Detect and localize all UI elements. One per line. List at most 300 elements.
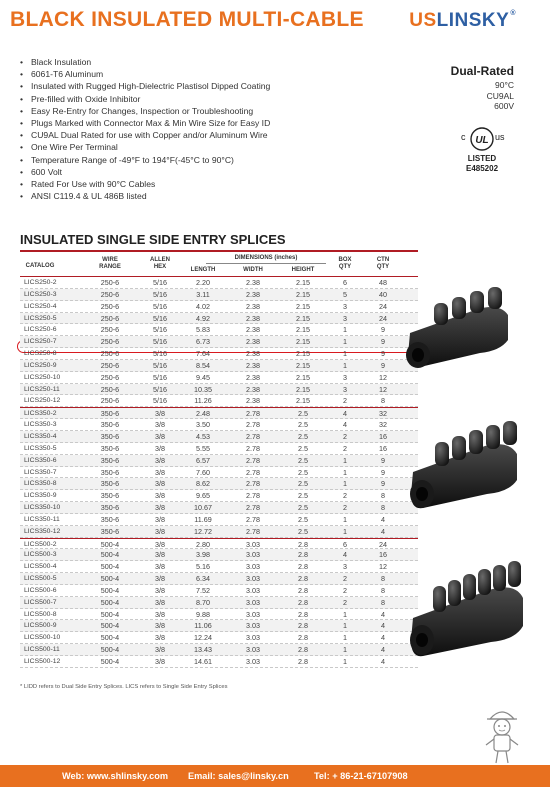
header-height: HEIGHT — [291, 267, 315, 273]
cell-width: 2.78 — [246, 455, 260, 465]
cell-catalog: LICS500-2 — [24, 540, 57, 548]
cell-box-qty: 1 — [343, 645, 347, 655]
cell-allen-hex: 3/8 — [155, 420, 165, 430]
table-row — [20, 585, 418, 597]
cell-catalog: LICS350-9 — [24, 492, 57, 500]
cell-ctn-qty: 9 — [381, 455, 385, 465]
cell-height: 2.15 — [296, 372, 310, 382]
table-row — [20, 443, 418, 455]
feature-item: • 6061-T6 Aluminum — [20, 68, 270, 80]
table-row — [20, 597, 418, 609]
cell-height: 2.8 — [298, 585, 308, 595]
cell-ctn-qty: 9 — [381, 349, 385, 359]
cell-length: 4.92 — [196, 313, 210, 323]
cell-box-qty: 6 — [343, 539, 347, 549]
cell-width: 3.03 — [246, 574, 260, 584]
cell-ctn-qty: 16 — [379, 550, 387, 560]
cell-wire-range: 250-6 — [100, 372, 120, 382]
cell-box-qty: 2 — [343, 431, 347, 441]
cell-height: 2.8 — [298, 574, 308, 584]
ul-c-label: c — [461, 132, 466, 142]
cell-width: 2.78 — [246, 467, 260, 477]
header-wire-range: WIRE RANGE — [99, 257, 121, 270]
cell-width: 2.38 — [246, 325, 260, 335]
cell-wire-range: 350-6 — [100, 431, 120, 441]
table-row — [20, 467, 418, 479]
cell-wire-range: 250-6 — [100, 360, 120, 370]
cell-length: 2.80 — [196, 539, 210, 549]
cell-box-qty: 1 — [343, 657, 347, 666]
cell-height: 2.15 — [296, 313, 310, 323]
table-row — [20, 455, 418, 467]
cell-width: 3.03 — [246, 657, 260, 666]
cell-ctn-qty: 9 — [381, 337, 385, 347]
table-row — [20, 538, 418, 550]
cell-wire-range: 500-4 — [100, 539, 120, 549]
cell-height: 2.8 — [298, 657, 308, 666]
cell-ctn-qty: 8 — [381, 396, 385, 406]
cell-allen-hex: 5/16 — [153, 384, 167, 394]
rating-title: Dual-Rated — [450, 64, 514, 78]
cell-allen-hex: 3/8 — [155, 409, 165, 419]
cell-ctn-qty: 16 — [379, 443, 387, 453]
cell-wire-range: 250-6 — [100, 313, 120, 323]
splice-product-image — [405, 560, 530, 670]
cell-box-qty: 1 — [343, 455, 347, 465]
footer-tel: Tel: + 86-21-67107908 — [314, 771, 408, 781]
cell-ctn-qty: 16 — [379, 431, 387, 441]
cell-catalog: LICS250-8 — [24, 350, 57, 358]
cell-catalog: LICS500-6 — [24, 586, 57, 594]
cell-catalog: LICS500-12 — [24, 658, 61, 665]
cell-catalog: LICS250-9 — [24, 361, 57, 369]
cell-ctn-qty: 32 — [379, 420, 387, 430]
cell-box-qty: 3 — [343, 372, 347, 382]
cell-ctn-qty: 4 — [381, 645, 385, 655]
table-row — [20, 313, 418, 325]
cell-length: 11.69 — [194, 514, 212, 524]
cell-catalog: LICS250-4 — [24, 302, 57, 310]
cell-length: 2.20 — [196, 278, 210, 287]
table-row — [20, 301, 418, 313]
cell-ctn-qty: 4 — [381, 657, 385, 666]
cell-box-qty: 2 — [343, 597, 347, 607]
feature-item: • Plugs Marked with Connector Max & Min Wire Size for Easy ID — [20, 117, 270, 129]
cell-catalog: LICS350-7 — [24, 468, 57, 476]
cell-length: 9.65 — [196, 491, 210, 501]
header-catalog: CATALOG — [25, 263, 55, 269]
cell-width: 2.38 — [246, 360, 260, 370]
cell-allen-hex: 3/8 — [155, 455, 165, 465]
rating-block — [451, 64, 514, 112]
feature-item: • CU9AL Dual Rated for use with Copper and/or Aluminum Wire — [20, 129, 270, 141]
cell-length: 9.45 — [196, 372, 210, 382]
rating-line: CU9AL — [486, 90, 514, 101]
cell-box-qty: 1 — [343, 337, 347, 347]
cell-allen-hex: 5/16 — [153, 337, 167, 347]
cell-height: 2.15 — [296, 349, 310, 359]
cell-ctn-qty: 8 — [381, 503, 385, 513]
cell-width: 2.38 — [246, 349, 260, 359]
logo-us: US — [409, 10, 437, 31]
cell-box-qty: 1 — [343, 360, 347, 370]
cell-catalog: LICS250-10 — [24, 373, 61, 381]
cell-width: 3.03 — [246, 562, 260, 572]
cell-box-qty: 3 — [343, 384, 347, 394]
logo-registered: ® — [510, 10, 516, 17]
cell-box-qty: 4 — [343, 420, 347, 430]
header-length: LENGTH — [190, 267, 216, 273]
feature-item: • 600 Volt — [20, 166, 270, 178]
cell-wire-range: 500-4 — [100, 574, 120, 584]
cell-catalog: LICS250-6 — [24, 326, 57, 334]
cell-catalog: LICS250-5 — [24, 314, 57, 322]
rating-line: 600V — [494, 101, 514, 111]
cell-ctn-qty: 12 — [379, 562, 387, 572]
cell-catalog: LICS350-8 — [24, 480, 57, 488]
contact-footer — [0, 765, 550, 787]
cell-ctn-qty: 40 — [379, 289, 387, 299]
cell-width: 2.78 — [246, 420, 260, 430]
cell-height: 2.5 — [298, 420, 308, 430]
cell-allen-hex: 3/8 — [155, 585, 165, 595]
cell-height: 2.5 — [298, 479, 308, 489]
cell-ctn-qty: 24 — [379, 539, 387, 549]
ul-file-number: E485202 — [465, 164, 499, 173]
cell-length: 2.48 — [196, 409, 210, 419]
cell-wire-range: 500-4 — [100, 597, 120, 607]
cell-height: 2.5 — [298, 514, 308, 524]
cell-length: 3.50 — [196, 420, 210, 430]
cell-length: 3.11 — [196, 289, 210, 299]
cell-width: 3.03 — [246, 550, 260, 560]
cell-length: 3.98 — [196, 550, 210, 560]
cell-width: 2.38 — [246, 301, 260, 311]
cell-box-qty: 1 — [343, 349, 347, 359]
cell-height: 2.5 — [298, 455, 308, 465]
cell-box-qty: 3 — [343, 301, 347, 311]
cell-allen-hex: 3/8 — [155, 657, 165, 666]
cell-allen-hex: 3/8 — [155, 645, 165, 655]
cell-allen-hex: 5/16 — [153, 289, 167, 299]
table-row — [20, 478, 418, 490]
cell-height: 2.15 — [296, 278, 310, 287]
table-row — [20, 324, 418, 336]
page-title: BLACK INSULATED MULTI-CABLE — [10, 8, 364, 31]
cell-width: 2.78 — [246, 503, 260, 513]
table-row — [20, 490, 418, 502]
cell-height: 2.5 — [298, 491, 308, 501]
cell-height: 2.15 — [296, 325, 310, 335]
cell-width: 3.03 — [246, 539, 260, 549]
feature-item: • ANSI C119.4 & UL 486B listed — [20, 190, 270, 202]
feature-list — [20, 56, 270, 202]
cell-wire-range: 350-6 — [100, 409, 120, 419]
header-box-qty: BOX QTY — [338, 257, 352, 270]
cell-allen-hex: 3/8 — [155, 562, 165, 572]
cell-wire-range: 250-6 — [100, 349, 120, 359]
cell-box-qty: 2 — [343, 574, 347, 584]
cell-box-qty: 2 — [343, 503, 347, 513]
cell-height: 2.8 — [298, 597, 308, 607]
cell-catalog: LICS500-9 — [24, 622, 57, 630]
table-row — [20, 395, 418, 407]
cell-catalog: LICS350-6 — [24, 456, 57, 464]
cell-allen-hex: 5/16 — [153, 278, 167, 287]
cell-width: 2.78 — [246, 514, 260, 524]
cell-wire-range: 250-6 — [100, 278, 120, 287]
cell-catalog: LICS500-10 — [24, 634, 61, 642]
cell-height: 2.5 — [298, 443, 308, 453]
table-row — [20, 336, 418, 348]
cell-length: 5.16 — [196, 562, 210, 572]
table-row — [20, 348, 418, 360]
cell-catalog: LICS250-11 — [24, 385, 60, 393]
cell-length: 10.67 — [194, 503, 212, 513]
cell-ctn-qty: 48 — [379, 278, 387, 287]
cell-box-qty: 2 — [343, 396, 347, 406]
cell-allen-hex: 5/16 — [153, 396, 167, 406]
table-row — [20, 289, 418, 301]
cell-wire-range: 500-4 — [100, 609, 120, 619]
cell-allen-hex: 5/16 — [153, 301, 167, 311]
cell-catalog: LICS500-11 — [24, 646, 60, 654]
table-header — [20, 250, 418, 277]
cell-catalog: LICS350-12 — [24, 527, 61, 535]
cell-wire-range: 250-6 — [100, 384, 120, 394]
cell-catalog: LICS350-3 — [24, 421, 57, 429]
cell-wire-range: 350-6 — [100, 503, 120, 513]
cell-ctn-qty: 32 — [379, 409, 387, 419]
cell-catalog: LICS500-3 — [24, 551, 57, 559]
feature-item: • One Wire Per Terminal — [20, 141, 270, 153]
cell-box-qty: 1 — [343, 633, 347, 643]
cell-box-qty: 1 — [343, 621, 347, 631]
table-row — [20, 372, 418, 384]
cell-width: 2.38 — [246, 372, 260, 382]
cell-wire-range: 350-6 — [100, 467, 120, 477]
table-row — [20, 656, 418, 668]
cell-allen-hex: 3/8 — [155, 479, 165, 489]
cell-length: 5.83 — [196, 325, 210, 335]
cell-allen-hex: 3/8 — [155, 514, 165, 524]
cell-length: 14.61 — [194, 657, 212, 666]
cell-box-qty: 5 — [343, 289, 347, 299]
cell-height: 2.8 — [298, 539, 308, 549]
cell-wire-range: 500-4 — [100, 550, 120, 560]
cell-wire-range: 500-4 — [100, 621, 120, 631]
cell-allen-hex: 3/8 — [155, 443, 165, 453]
cell-ctn-qty: 4 — [381, 621, 385, 631]
cell-wire-range: 350-6 — [100, 526, 120, 536]
cell-allen-hex: 3/8 — [155, 633, 165, 643]
cell-width: 2.78 — [246, 409, 260, 419]
feature-item: • Pre-filled with Oxide Inhibitor — [20, 93, 270, 105]
cell-box-qty: 4 — [343, 550, 347, 560]
cell-allen-hex: 3/8 — [155, 550, 165, 560]
footer-web[interactable]: Web: www.shlinsky.com — [62, 771, 169, 781]
ul-listed-icon — [455, 120, 515, 180]
cell-wire-range: 250-6 — [100, 301, 120, 311]
cell-height: 2.15 — [296, 396, 310, 406]
cell-box-qty: 1 — [343, 325, 347, 335]
ul-mark-label: UL — [475, 135, 489, 146]
cell-catalog: LICS350-10 — [24, 504, 61, 512]
cell-length: 12.72 — [194, 526, 212, 536]
cell-width: 2.78 — [246, 491, 260, 501]
cell-length: 6.57 — [196, 455, 210, 465]
cell-catalog: LICS500-4 — [24, 563, 57, 571]
cell-height: 2.8 — [298, 550, 308, 560]
cell-catalog: LICS500-5 — [24, 575, 57, 583]
table-row — [20, 609, 418, 621]
cell-catalog: LICS350-2 — [24, 410, 57, 418]
cell-length: 11.06 — [194, 621, 212, 631]
table-row — [20, 277, 418, 289]
cell-wire-range: 500-4 — [100, 645, 120, 655]
cell-width: 2.38 — [246, 313, 260, 323]
cell-allen-hex: 3/8 — [155, 467, 165, 477]
cell-length: 8.54 — [196, 360, 210, 370]
cell-height: 2.8 — [298, 645, 308, 655]
brand-logo — [409, 10, 516, 32]
cell-height: 2.5 — [298, 409, 308, 419]
cell-catalog: LICS350-11 — [24, 515, 60, 523]
table-row — [20, 502, 418, 514]
feature-item: • Easy Re-Entry for Changes, Inspection or Troubleshooting — [20, 105, 270, 117]
cell-length: 7.64 — [196, 349, 210, 359]
cell-box-qty: 2 — [343, 443, 347, 453]
cell-allen-hex: 3/8 — [155, 539, 165, 549]
rating-line: 90°C — [495, 80, 514, 90]
cell-length: 13.43 — [194, 645, 212, 655]
cell-length: 10.35 — [194, 384, 212, 394]
cell-wire-range: 350-6 — [100, 455, 120, 465]
cell-box-qty: 3 — [343, 313, 347, 323]
cell-box-qty: 1 — [343, 479, 347, 489]
table-row — [20, 573, 418, 585]
cell-length: 5.55 — [196, 443, 210, 453]
table-row — [20, 549, 418, 561]
cell-wire-range: 250-6 — [100, 337, 120, 347]
cell-width: 3.03 — [246, 645, 260, 655]
footer-email[interactable]: Email: sales@linsky.cn — [188, 771, 289, 781]
cell-box-qty: 1 — [343, 467, 347, 477]
cell-ctn-qty: 8 — [381, 574, 385, 584]
section-title: INSULATED SINGLE SIDE ENTRY SPLICES — [20, 232, 286, 247]
cell-length: 6.34 — [196, 574, 210, 584]
cell-height: 2.8 — [298, 562, 308, 572]
cell-length: 4.53 — [196, 431, 210, 441]
cell-width: 2.38 — [246, 289, 260, 299]
cell-ctn-qty: 24 — [379, 313, 387, 323]
cell-length: 11.26 — [194, 396, 212, 406]
cell-width: 3.03 — [246, 633, 260, 643]
cell-width: 2.38 — [246, 278, 260, 287]
cell-width: 2.78 — [246, 431, 260, 441]
cell-height: 2.15 — [296, 384, 310, 394]
table-row — [20, 561, 418, 573]
header-allen-hex: ALLEN HEX — [150, 257, 170, 270]
cell-wire-range: 350-6 — [100, 420, 120, 430]
cell-catalog: LICS250-12 — [24, 397, 61, 405]
cell-width: 2.38 — [246, 396, 260, 406]
cell-ctn-qty: 8 — [381, 491, 385, 501]
cell-allen-hex: 3/8 — [155, 609, 165, 619]
table-row — [20, 632, 418, 644]
cell-wire-range: 350-6 — [100, 479, 120, 489]
cell-height: 2.5 — [298, 431, 308, 441]
cell-box-qty: 1 — [343, 514, 347, 524]
splice-product-image — [400, 285, 520, 380]
cell-width: 3.03 — [246, 585, 260, 595]
table-row — [20, 514, 418, 526]
cell-catalog: LICS250-2 — [24, 279, 57, 286]
cell-allen-hex: 3/8 — [155, 431, 165, 441]
cell-ctn-qty: 8 — [381, 597, 385, 607]
cell-ctn-qty: 4 — [381, 526, 385, 536]
cell-length: 4.02 — [196, 301, 210, 311]
cell-box-qty: 1 — [343, 609, 347, 619]
cell-ctn-qty: 9 — [381, 479, 385, 489]
feature-item: • Insulated with Rugged High-Dielectric Plastisol Dipped Coating — [20, 80, 270, 92]
feature-item: • Rated For Use with 90°C Cables — [20, 178, 270, 190]
cell-box-qty: 1 — [343, 526, 347, 536]
cell-allen-hex: 3/8 — [155, 574, 165, 584]
cell-box-qty: 2 — [343, 491, 347, 501]
cell-wire-range: 500-4 — [100, 633, 120, 643]
table-row — [20, 620, 418, 632]
cell-height: 2.8 — [298, 609, 308, 619]
table-row — [20, 431, 418, 443]
cell-allen-hex: 3/8 — [155, 503, 165, 513]
cell-wire-range: 500-4 — [100, 657, 120, 666]
cell-ctn-qty: 4 — [381, 633, 385, 643]
cell-height: 2.15 — [296, 360, 310, 370]
cell-height: 2.8 — [298, 633, 308, 643]
cell-wire-range: 350-6 — [100, 491, 120, 501]
dimensions-rule — [206, 263, 326, 264]
cell-box-qty: 6 — [343, 278, 347, 287]
cell-box-qty: 3 — [343, 562, 347, 572]
feature-item: • Black Insulation — [20, 56, 270, 68]
cell-ctn-qty: 9 — [381, 325, 385, 335]
header-width: WIDTH — [243, 267, 263, 273]
cell-length: 9.88 — [196, 609, 210, 619]
cell-ctn-qty: 4 — [381, 609, 385, 619]
cell-wire-range: 250-6 — [100, 396, 120, 406]
table-row — [20, 360, 418, 372]
cell-catalog: LICS350-4 — [24, 432, 57, 440]
cell-allen-hex: 5/16 — [153, 372, 167, 382]
table-row — [20, 384, 418, 396]
splice-table — [20, 250, 418, 668]
cell-allen-hex: 3/8 — [155, 491, 165, 501]
cell-allen-hex: 5/16 — [153, 325, 167, 335]
cell-height: 2.15 — [296, 301, 310, 311]
splice-product-image — [405, 420, 525, 520]
cell-width: 3.03 — [246, 597, 260, 607]
logo-linsky: LINSKY — [436, 10, 510, 31]
cell-height: 2.5 — [298, 467, 308, 477]
cell-length: 7.60 — [196, 467, 210, 477]
cell-width: 2.78 — [246, 526, 260, 536]
cell-catalog: LICS250-3 — [24, 290, 57, 298]
cell-allen-hex: 3/8 — [155, 597, 165, 607]
ul-us-label: us — [495, 132, 505, 142]
cell-box-qty: 2 — [343, 585, 347, 595]
cell-height: 2.15 — [296, 289, 310, 299]
